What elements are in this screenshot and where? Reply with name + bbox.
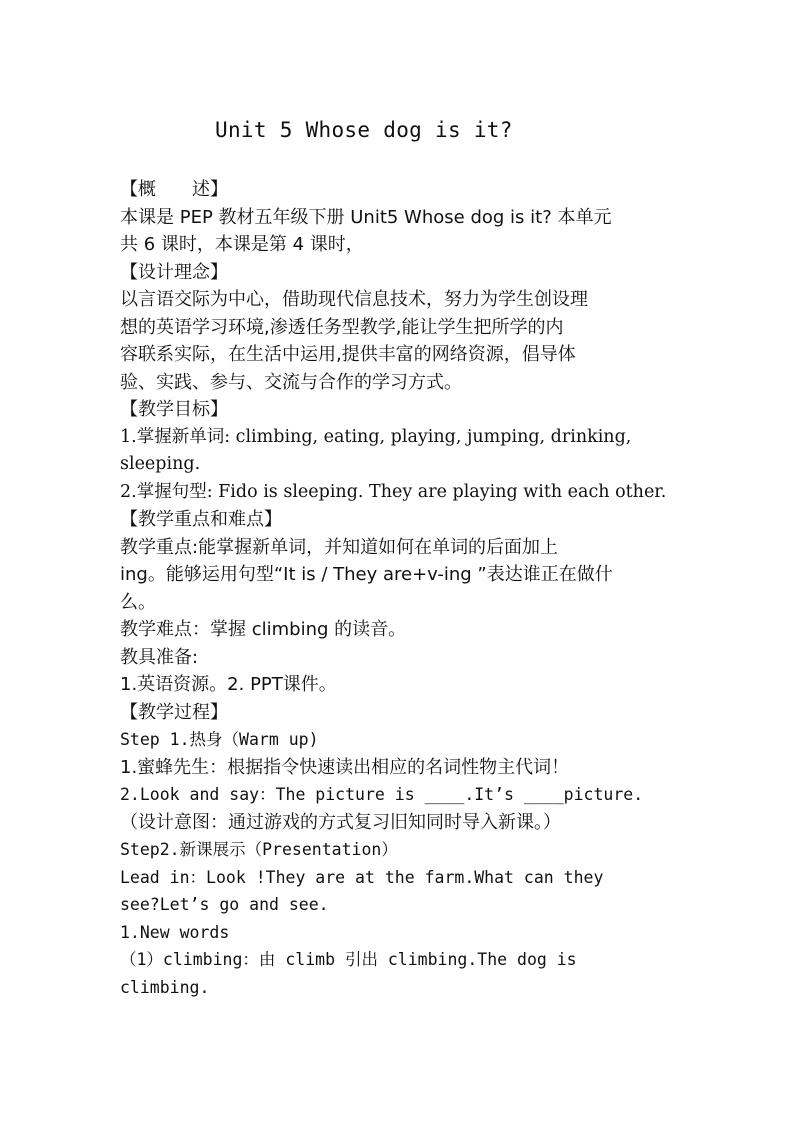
section-heading-teaching-process: 【教学过程】 [120, 701, 228, 723]
key-point-text-line: 教学重点:能掌握新单词，并知道如何在单词的后面加上 [120, 536, 559, 558]
teaching-aids-list: 1.英语资源。2. PPT课件。 [120, 674, 337, 695]
difficult-point-text: 教学难点：掌握 climbing 的读音。 [120, 619, 407, 640]
overview-text-line: 共 6 课时，本课是第 4 课时， [120, 234, 364, 255]
step-1-heading: Step 1.热身（Warm up) [120, 730, 319, 749]
document-title: Unit 5 Whose dog is it? [215, 118, 513, 142]
lead-in-text-line: Lead in：Look !They are at the farm.What can they [120, 867, 604, 887]
section-heading-design-concept: 【设计理念】 [120, 261, 228, 283]
teaching-goal-words: 1.掌握新单词: climbing, eating, playing, jumping, drinking, [120, 426, 632, 447]
step-1-activity-1: 1.蜜蜂先生：根据指令快速读出相应的名词性物主代词！ [120, 756, 570, 778]
design-concept-text-line: 容联系实际，在生活中运用,提供丰富的网络资源，倡导体 [120, 344, 576, 365]
new-word-climbing-line: climbing. [120, 977, 210, 997]
teaching-aids-label: 教具准备: [120, 646, 199, 668]
design-concept-text-line: 以言语交际为中心，借助现代信息技术，努力为学生创设理 [120, 289, 588, 310]
overview-text-line: 本课是 PEP 教材五年级下册 Unit5 Whose dog is it? 本单元 [120, 206, 612, 228]
step-1-design-intent: （设计意图：通过游戏的方式复习旧知同时导入新课。） [120, 811, 561, 833]
step-1-activity-2: 2.Look and say：The picture is ____.It’s ____picture. [120, 785, 644, 804]
section-heading-overview: 【概 述】 [120, 179, 228, 200]
lead-in-text-line: see?Let’s go and see. [120, 895, 329, 914]
new-words-heading: 1.New words [120, 922, 230, 942]
section-heading-key-points: 【教学重点和难点】 [120, 509, 282, 530]
teaching-goal-sentences: 2.掌握句型: Fido is sleeping. They are playing with each other. [120, 481, 667, 502]
design-concept-text-line: 验、实践、参与、交流与合作的学习方式。 [120, 371, 462, 393]
key-point-text-line: ing。能够运用句型“It is / They are+v-ing ”表达谁正在做什 [120, 564, 613, 585]
teaching-goal-words-continued: sleeping. [120, 454, 201, 474]
design-concept-text-line: 想的英语学习环境,渗透任务型教学,能让学生把所学的内 [120, 316, 564, 338]
step-2-heading: Step2.新课展示（Presentation） [120, 840, 398, 859]
section-heading-teaching-goals: 【教学目标】 [120, 399, 228, 420]
key-point-text-line: 么。 [120, 591, 156, 613]
new-word-climbing-line: （1）climbing：由 climb 引出 climbing.The dog is [120, 950, 577, 969]
document-body [120, 176, 680, 1001]
